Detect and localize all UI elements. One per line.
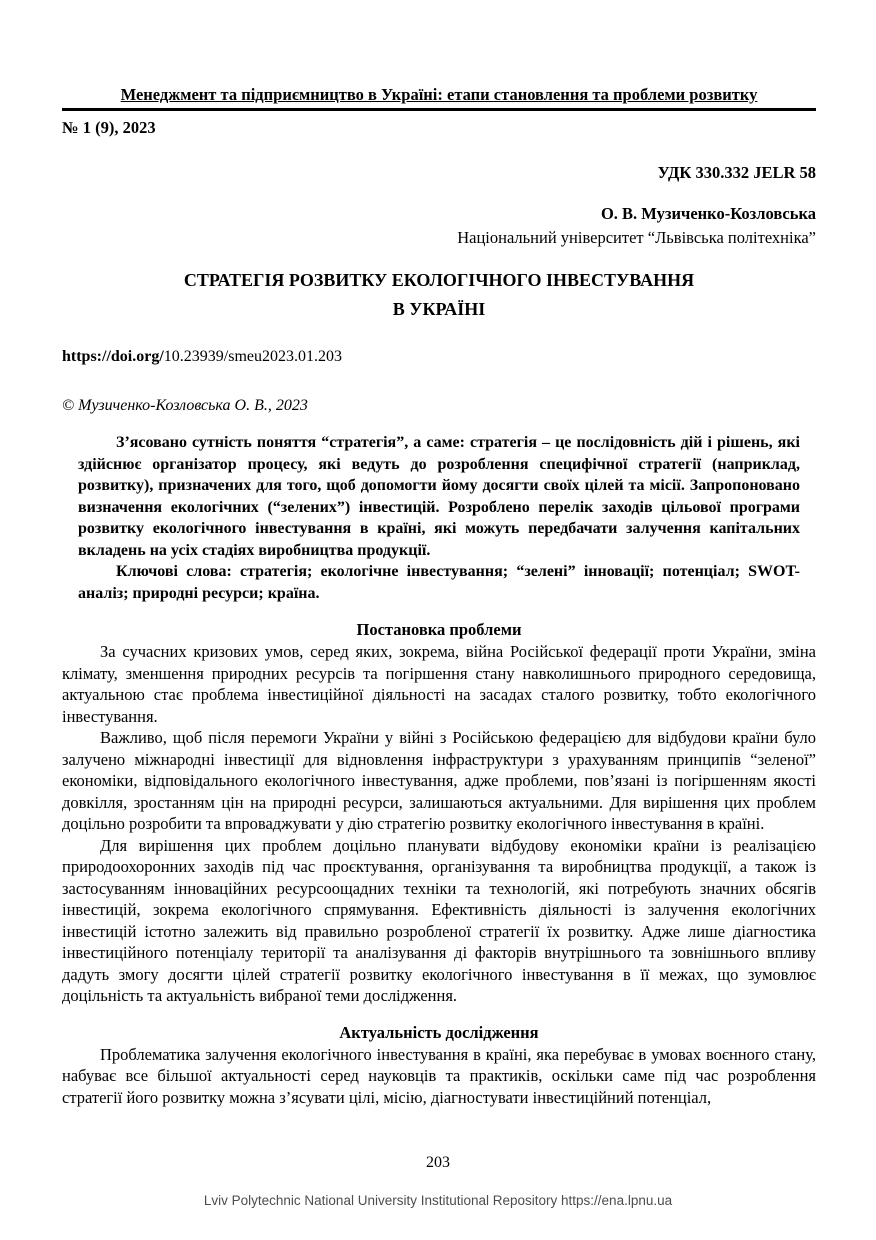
keywords-text: Ключові слова: стратегія; екологічне інвестування; “зелені” інновації; потенціал; SWOT-аналіз; природні ресурси; країна.	[78, 563, 800, 602]
paragraph: Проблематика залучення екологічного інвестування в країні, яка перебуває в умовах воєнного стану, набуває все більшої актуальності серед науковців та практиків, оскільки саме під час розроблення стратегії його розвитку можна з’ясувати цілі, місію, діагностувати інвестиційний потенціал,	[62, 1044, 816, 1107]
doi-line	[62, 346, 816, 367]
abstract	[78, 432, 800, 604]
section-heading-problem-statement: Постановка проблеми	[356, 620, 522, 639]
article-title-line-1: СТРАТЕГІЯ РОЗВИТКУ ЕКОЛОГІЧНОГО ІНВЕСТУВАННЯ	[183, 270, 695, 290]
journal-running-head	[62, 84, 816, 111]
page-number: 203	[426, 1154, 450, 1171]
repository-watermark: Lviv Polytechnic National University Institutional Repository https://ena.lpnu.ua	[203, 1193, 673, 1208]
paragraph: Для вирішення цих проблем доцільно планувати відбудову економіки країни із реалізацією природоохоронних заходів під час проєктування, організування та виробництва продукції, а також із застосуванням інноваційних ресурсоощадних техніки та технологій, які потребують значних обсягів інвестицій, зокрема екологічного спрямування. Ефективність діяльності із залучення екологічних інвестицій істотно залежить від правильно розробленої стратегії їх розвитку. Адже лише діагностика інвестиційного потенціалу території та аналізування ді факторів внутрішнього та зовнішнього впливу дадуть змогу досягти цілей стратегії розвитку екологічного інвестування в її межах, що зумовлює доцільність та актуальність вибраної теми дослідження.	[62, 835, 816, 1005]
copyright-notice: © Музиченко-Козловська О. В., 2023	[62, 397, 308, 414]
section-body-research-relevance	[62, 1044, 816, 1109]
section-heading-research-relevance: Актуальність дослідження	[339, 1022, 539, 1042]
abstract-text: З’ясовано сутність поняття “стратегія”, а саме: стратегія – це послідовність дій і рішень, які здійснює організатор процесу, які ведуть до розроблення специфічної стратегії (наприклад, розвитку), призначених для того, щоб допомогти йому досягти своїх цілей та місії. Запропоновано визначення екологічних (“зелених”) інвестицій. Розроблено перелік заходів цільової програми розвитку екологічного інвестування в країні, які можуть передбачати залучення капітальних вкладень на усіх стадіях виробництва продукції.	[78, 434, 800, 559]
section-research-relevance	[62, 1022, 816, 1109]
article-title	[62, 266, 816, 324]
journal-issue: № 1 (9), 2023	[62, 118, 156, 137]
section-problem-statement	[62, 619, 816, 1007]
doi-number: 10.23939/smeu2023.01.203	[163, 348, 343, 365]
udk-code: УДК 330.332 JELR 58	[657, 163, 816, 182]
section-body-problem-statement	[62, 641, 816, 1007]
paragraph: Важливо, щоб після перемоги України у війні з Російською федерацією для відбудови країни було залучено міжнародні інвестиції для відновлення інфраструктури з урахуванням принципів “зеленої” економіки, відповідального екологічного інвестування, адже проблеми, пов’язані із погіршенням якості довкілля, зростанням цін на природні ресурси, залишаються актуальними. Для вирішення цих проблем доцільно розробити та впроваджувати у дію стратегію розвитку екологічного інвестування в країні.	[62, 728, 816, 833]
author-name: О. В. Музиченко-Козловська	[600, 204, 816, 223]
journal-title: Менеджмент та підприємництво в Україні: етапи становлення та проблеми розвитку	[120, 85, 758, 104]
author-affiliation: Національний університет “Львівська політехніка”	[457, 228, 816, 247]
paragraph: За сучасних кризових умов, серед яких, зокрема, війна Російської федерації проти України, зміна клімату, зменшення природних ресурсів та погіршення стану навколишнього природного середовища, актуальною стає проблема інвестиційної діяльності на засадах сталого розвитку, тобто екологічного інвестування.	[62, 642, 816, 726]
article-title-line-2: В УКРАЇНІ	[392, 299, 486, 319]
doi-prefix: https://doi.org/	[62, 348, 164, 365]
